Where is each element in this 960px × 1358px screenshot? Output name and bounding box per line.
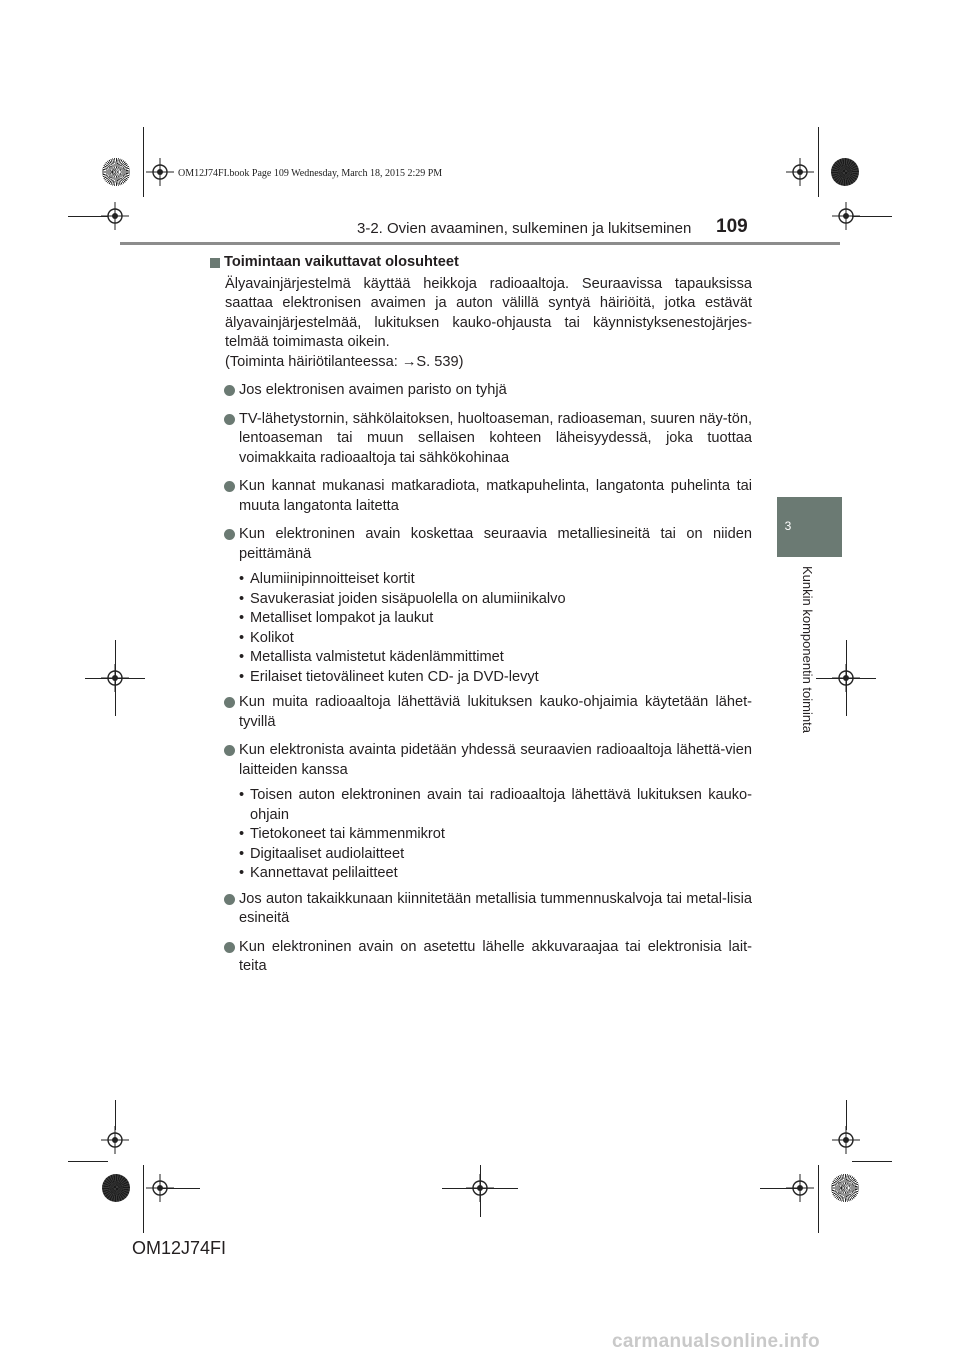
list-item [210,381,752,401]
list-item [210,693,752,732]
sub-list-item [210,570,752,590]
crop-mark [143,127,144,197]
list-item [210,525,752,564]
page-number: 109 [716,216,748,237]
crop-mark [852,216,892,217]
list-item-text: Kun elektroninen avain koskettaa seuraavia metalliesineitä tai on niiden peittämänä [239,526,752,562]
small-bullet-icon: • [239,845,245,862]
registration-mark-icon [101,1126,129,1154]
sub-list-item-text: Savukerasiat joiden sisäpuolella on alumiinikalvo [250,590,566,607]
sub-list-item-text: Digitaaliset audiolaitteet [250,845,405,862]
sub-list [210,786,752,884]
chapter-tab [777,497,842,557]
chapter-label [800,566,820,756]
crop-mark [760,1188,800,1189]
sub-list-item [210,825,752,845]
crop-mark [852,1161,892,1162]
small-bullet-icon: • [239,590,245,607]
small-bullet-icon: • [239,610,245,626]
chapter-label-text: Kunkin komponentin toiminta [800,566,815,733]
crop-mark [115,1100,116,1130]
crop-mark [68,1161,108,1162]
round-bullet-icon [224,942,235,953]
small-bullet-icon: • [239,826,245,842]
round-bullet-icon [224,529,235,540]
crop-mark [160,1188,200,1189]
round-bullet-icon [224,745,235,756]
list-item [210,477,752,516]
sub-list-item-text: Kolikot [250,629,294,646]
sub-list [210,570,752,687]
sub-list-item [210,864,752,884]
sub-list-item [210,786,752,825]
small-bullet-icon: • [239,629,245,646]
sub-list-item [210,609,752,629]
print-slug: OM12J74FI.book Page 109 Wednesday, March 18, 2015 2:29 PM [178,168,443,179]
sub-list-item-text: Kannettavat pelilaitteet [250,865,398,881]
sub-list-item [210,845,752,865]
color-bar-sunburst-icon [831,1174,859,1202]
small-bullet-icon: • [239,787,245,803]
registration-mark-icon [832,1126,860,1154]
color-bar-solid-icon [102,1174,130,1202]
crop-mark [143,1165,144,1233]
list-item [210,938,752,977]
list-item [210,410,752,469]
section-heading-text: Toimintaan vaikuttavat olosuhteet [224,254,459,270]
page-reference: (Toiminta häiriötilanteessa: →S. 539) [225,353,464,370]
sub-list-item [210,668,752,688]
registration-mark-icon [146,158,174,186]
sub-list-item-text: Metallista valmistetut kädenlämmittimet [250,649,504,665]
condition-list [210,381,752,977]
list-item-text: Jos elektronisen avaimen paristo on tyhjä [239,382,507,398]
small-bullet-icon: • [239,668,245,685]
header-rule [120,242,840,245]
list-item-text: Kun elektroninen avain on asetettu lähelle akkuvaraajaa tai elektronisia lait-teita [239,938,752,974]
sub-list-item-text: Erilaiset tietovälineet kuten CD- ja DVD-levyt [250,668,539,685]
list-item-text: Kun kannat mukanasi matkaradiota, matkapuhelinta, langatonta puhelinta tai muuta langatonta laitetta [239,478,752,514]
list-item-text: Kun elektronista avainta pidetään yhdessä seuraavien radioaaltoja lähettä-vien laitteiden kanssa [239,742,752,778]
crop-mark [68,216,108,217]
sub-list-item [210,648,752,668]
crop-mark [846,1100,847,1130]
chapter-number: 3 [784,519,792,533]
round-bullet-icon [224,481,235,492]
watermark: carmanualsonline.info [612,1331,820,1352]
sub-list-item [210,629,752,649]
small-bullet-icon: • [239,571,245,587]
color-bar-solid-icon [831,158,859,186]
crop-mark [115,640,116,716]
round-bullet-icon [224,414,235,425]
list-item-text: TV-lähetystornin, sähkölaitoksen, huoltoaseman, radioaseman, suuren näy-tön, lentoaseman tai muun sellaisen kohteen läheisyydessä, joka tuottaa voimakkaita radioaaltoja tai sähkökohinaa [239,410,752,466]
list-item [210,890,752,929]
sub-list-item [210,590,752,610]
list-item-text: Kun muita radioaaltoja lähettäviä lukituksen kauko-ohjaimia käytetään lähet-tyvillä [239,694,752,730]
crop-mark [846,640,847,716]
intro-paragraph: Älyavainjärjestelmä käyttää heikkoja radioaaltoja. Seuraavissa tapauksissa saattaa elektronisen avaimen ja auton välillä syntyä häiriöitä, jotka estävät älyavainjärjestelmää, lukituksen kauko-ohjausta tai käynnistyksenestojärjes-telmää toimimasta oikein. [225,275,752,350]
sub-list-item-text: Tietokoneet tai kämmenmikrot [250,826,445,842]
section-title: 3-2. Ovien avaaminen, sulkeminen ja lukitseminen [357,220,692,237]
section-heading [210,253,752,273]
round-bullet-icon [224,894,235,905]
small-bullet-icon: • [239,649,245,665]
document-code: OM12J74FI [132,1238,227,1258]
small-bullet-icon: • [239,865,245,881]
sub-list-item-text: Metalliset lompakot ja laukut [250,610,434,626]
crop-mark [480,1165,481,1217]
color-bar-sunburst-icon [102,158,130,186]
crop-mark [818,1165,819,1233]
main-content [210,253,752,986]
crop-mark [818,127,819,197]
list-item [210,741,752,780]
registration-mark-icon [786,158,814,186]
sub-list-item-text: Alumiinipinnoitteiset kortit [250,571,415,587]
square-bullet-icon [210,258,220,268]
round-bullet-icon [224,385,235,396]
sub-list-item-text: Toisen auton elektroninen avain tai radioaaltoja lähettävä lukituksen kauko-ohjain [250,787,752,823]
list-item-text: Jos auton takaikkunaan kiinnitetään metallisia tummennuskalvoja tai metal-lisia esineitä [239,890,752,926]
round-bullet-icon [224,697,235,708]
